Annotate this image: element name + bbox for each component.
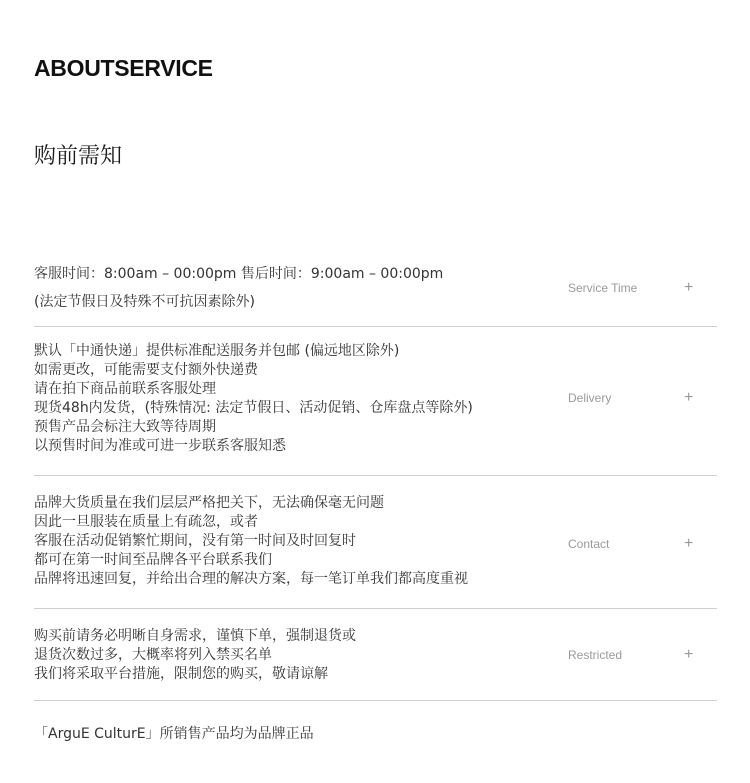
- section-service-time[interactable]: [34, 256, 717, 327]
- section-delivery[interactable]: [34, 326, 717, 476]
- text-line: 预售产品会标注大致等待周期: [34, 419, 216, 435]
- section-body: [34, 627, 554, 684]
- text-line: 品牌大货质量在我们层层严格把关下，无法确保毫无问题: [34, 495, 384, 511]
- page-title: 购前需知: [34, 144, 123, 169]
- section-tag-restricted: Restricted: [568, 648, 623, 662]
- text-line: 因此一旦服装在质量上有疏忽，或者: [34, 514, 258, 530]
- section-body: [34, 494, 554, 589]
- text-line: 请在拍下商品前联系客服处理: [34, 381, 216, 397]
- text-line: 退货次数过多，大概率将列入禁买名单: [34, 647, 272, 663]
- section-tag-contact: Contact: [568, 537, 610, 551]
- text-line: 购买前请务必明晰自身需求，谨慎下单，强制退货或: [34, 628, 356, 644]
- text-line: 现货48h内发货，(特殊情况: 法定节假日、活动促销、仓库盘点等除外): [34, 400, 473, 416]
- section-contact[interactable]: [34, 475, 717, 609]
- expand-plus-icon[interactable]: +: [684, 389, 694, 406]
- text-line: 如需更改，可能需要支付额外快递费: [34, 362, 258, 378]
- text-line: 品牌将迅速回复，并给出合理的解决方案，每一笔订单我们都高度重视: [34, 571, 468, 587]
- text-line: 我们将采取平台措施，限制您的购买，敬请谅解: [34, 666, 328, 682]
- section-body: [34, 260, 554, 316]
- expand-plus-icon[interactable]: +: [684, 535, 694, 552]
- text-line: 客服在活动促销繁忙期间，没有第一时间及时回复时: [34, 533, 356, 549]
- text-line: 客服时间：8:00am – 00:00pm 售后时间：9:00am – 00:00pm: [34, 266, 444, 282]
- section-body: [34, 342, 554, 456]
- section-restricted[interactable]: [34, 608, 717, 701]
- authenticity-note: 「ArguE CulturE」所销售产品均为品牌正品: [34, 726, 314, 742]
- text-line: 都可在第一时间至品牌各平台联系我们: [34, 552, 272, 568]
- expand-plus-icon[interactable]: +: [684, 646, 694, 663]
- expand-plus-icon[interactable]: +: [684, 279, 694, 296]
- text-line: (法定节假日及特殊不可抗因素除外): [34, 294, 255, 310]
- text-line: 以预售时间为准或可进一步联系客服知悉: [34, 438, 286, 454]
- section-tag-service-time: Service Time: [568, 281, 638, 295]
- section-tag-delivery: Delivery: [568, 391, 612, 405]
- text-line: 默认「中通快递」提供标准配送服务并包邮 (偏远地区除外): [34, 343, 400, 359]
- brand-title: ABOUTSERVICE: [34, 55, 213, 81]
